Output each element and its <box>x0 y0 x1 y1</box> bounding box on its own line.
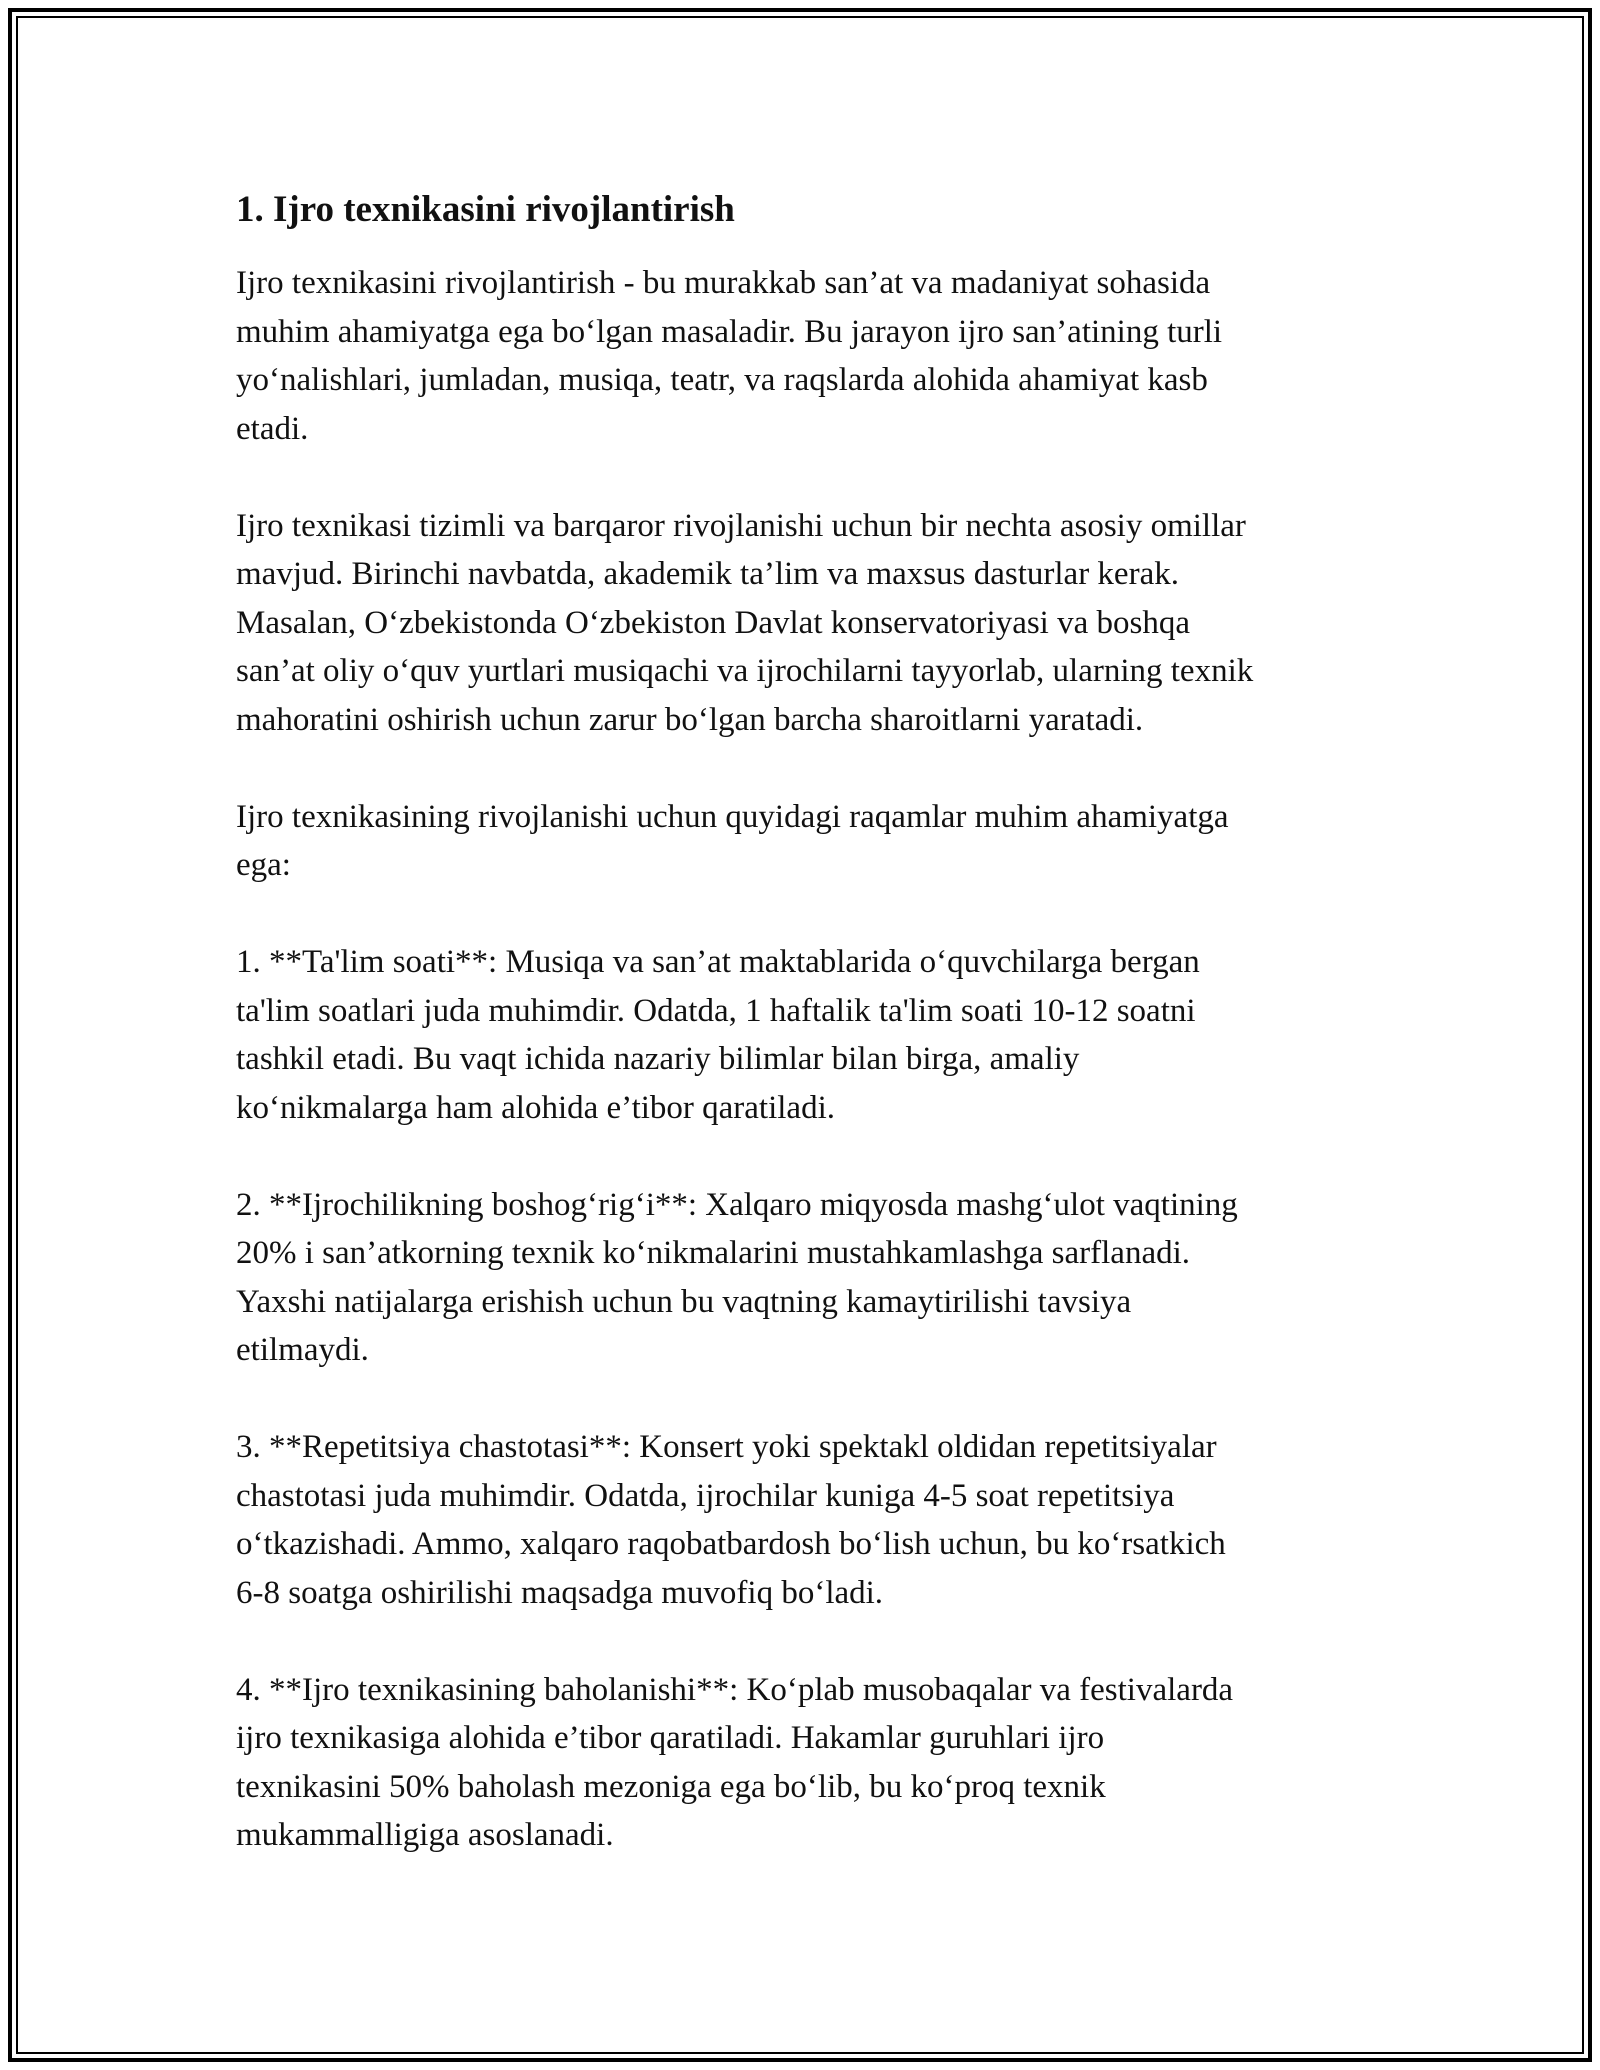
list-item-rehearsal-frequency: 3. **Repetitsiya chastotasi**: Konsert yoki spektakl oldidan repetitsiyalar chastotasi juda muhimdir. Odatda, ijrochilar kuniga 4-5 soat repetitsiya o‘tkazishadi. Ammo, xalqaro raqobatbardosh bo‘lish uchun, bu ko‘rsatkich 6-8 soatga oshirilishi maqsadga muvofiq bo‘ladi. <box>236 1429 1226 1611</box>
paragraph-intro: Ijro texnikasini rivojlantirish - bu murakkab san’at va madaniyat sohasida muhim ahamiyatga ega bo‘lgan masaladir. Bu jarayon ijro san’atining turli yo‘nalishlari, jumladan, musiqa, teatr, va raqslarda alohida ahamiyat kasb etadi. <box>236 265 1223 447</box>
paragraph-figures-intro: Ijro texnikasining rivojlanishi uchun quyidagi raqamlar muhim ahamiyatga ega: <box>236 798 1229 883</box>
paragraph-factors: Ijro texnikasi tizimli va barqaror rivojlanishi uchun bir nechta asosiy omillar mavjud. Birinchi navbatda, akademik ta’lim va maxsus dasturlar kerak. Masalan, O‘zbekistonda O‘zbekiston Davlat konservatoriyasi va boshqa san’at oliy o‘quv yurtlari musiqachi va ijrochilarni tayyorlab, ularning texnik mahoratini oshirish uchun zarur bo‘lgan barcha sharoitlarni yaratadi. <box>236 507 1254 738</box>
list-item-technique-evaluation: 4. **Ijro texnikasining baholanishi**: Ko‘plab musobaqalar va festivalarda ijro texnikasiga alohida e’tibor qaratiladi. Hakamlar guruhlari ijro texnikasini 50% baholash mezoniga ega bo‘lib, bu ko‘proq texnik mukammalligiga asoslanadi. <box>236 1671 1234 1853</box>
list-item-practice-share: 2. **Ijrochilikning boshog‘rig‘i**: Xalqaro miqyosda mashg‘ulot vaqtining 20% i san’atkorning texnik ko‘nikmalarini mustahkamlashga sarflanadi. Yaxshi natijalarga erishish uchun bu vaqtning kamaytirilishi tavsiya etilmaydi. <box>236 1186 1238 1368</box>
section-heading: 1. Ijro texnikasini rivojlantirish <box>236 189 735 230</box>
list-item-training-hours: 1. **Ta'lim soati**: Musiqa va san’at maktablarida o‘quvchilarga bergan ta'lim soatlari juda muhimdir. Odatda, 1 haftalik ta'lim soati 10-12 soatni tashkil etadi. Bu vaqt ichida nazariy bilimlar bilan birga, amaliy ko‘nikmalarga ham alohida e’tibor qaratiladi. <box>236 944 1200 1126</box>
document-body <box>236 186 1386 1908</box>
